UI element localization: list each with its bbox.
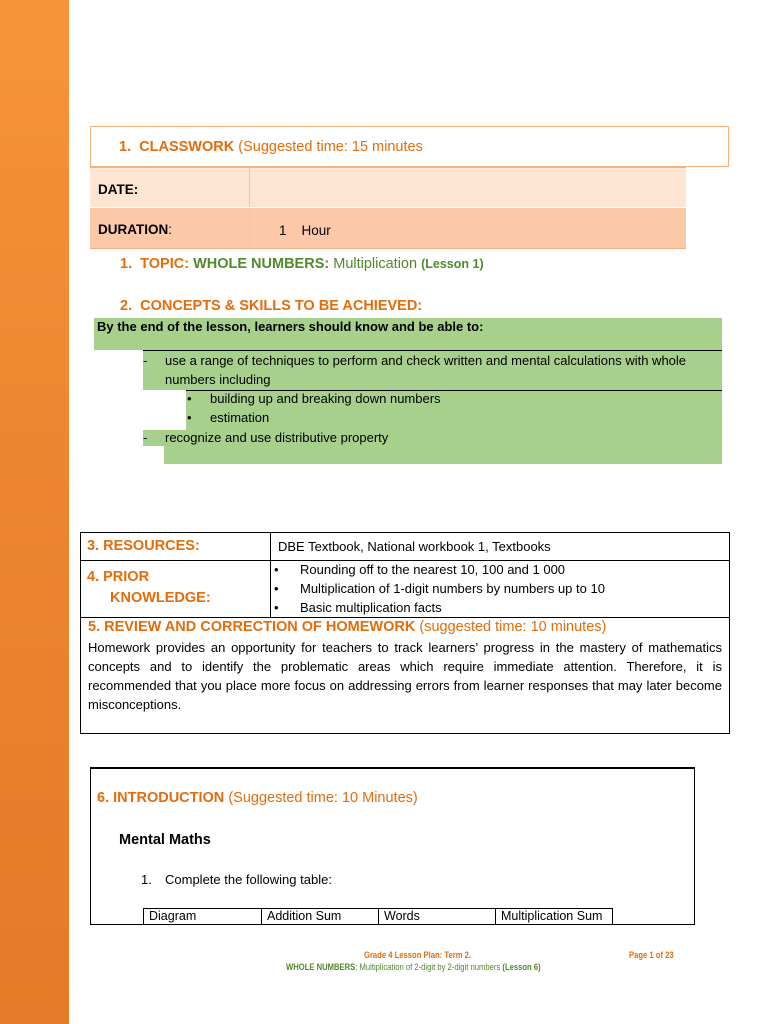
classwork-num: 1. — [119, 139, 132, 155]
dash-marker: - — [143, 430, 148, 445]
footer-lesson — [286, 962, 541, 972]
dash-marker: - — [143, 353, 148, 368]
concepts-num: 2. — [120, 298, 133, 314]
review-heading — [88, 619, 606, 635]
topic-heading — [120, 256, 484, 272]
table-header-cell: Multiplication Sum — [496, 909, 613, 925]
bullet-text: estimation — [210, 410, 270, 425]
objective-item — [143, 351, 723, 391]
objectives-intro: By the end of the lesson, learners should know and be able to: — [97, 319, 484, 334]
footer-subject: WHOLE NUMBERS — [286, 962, 356, 972]
resources-value: DBE Textbook, National workbook 1, Textbooks — [278, 539, 551, 554]
footer-sub: : Multiplication of 2-digit by 2-digit numbers — [355, 962, 501, 972]
objective-text: recognize and use distributive property — [165, 430, 389, 445]
date-value — [250, 168, 686, 207]
introduction-time: (Suggested time: 10 Minutes) — [228, 790, 418, 806]
review-time: (suggested time: 10 minutes) — [419, 619, 607, 635]
date-label: DATE: — [98, 182, 139, 197]
topic-num: 1. — [120, 256, 133, 272]
objective-text-line1: use a range of techniques to perform and check written and mental calculations with whole — [165, 353, 687, 368]
bullet-icon: • — [274, 600, 279, 615]
classwork-heading-box — [90, 126, 729, 167]
mental-maths-heading: Mental Maths — [119, 832, 211, 848]
objective-item — [143, 428, 703, 447]
duration-row — [90, 208, 686, 249]
topic-sub: Multiplication — [333, 256, 418, 272]
question-number: 1. — [141, 872, 152, 887]
classwork-title: CLASSWORK — [139, 139, 235, 155]
prior-item-text: Rounding off to the nearest 10, 100 and 1 000 — [300, 562, 566, 577]
duration-colon: : — [168, 222, 173, 237]
objective-text-line2: numbers including — [165, 372, 271, 387]
bullet-icon: • — [187, 391, 192, 406]
topic-lesson: (Lesson 1) — [421, 257, 484, 271]
prior-label: 4. PRIOR — [87, 569, 150, 585]
introduction-box — [90, 767, 695, 925]
prior-item-text: Basic multiplication facts — [300, 600, 442, 615]
footer-title: Grade 4 Lesson Plan: Term 2. — [364, 950, 472, 960]
topic-subject: WHOLE NUMBERS: — [193, 256, 330, 272]
bullet-icon: • — [274, 581, 279, 596]
resources-table — [80, 532, 730, 734]
highlight-block — [164, 446, 722, 464]
introduction-title: 6. INTRODUCTION — [97, 790, 225, 806]
introduction-heading — [97, 790, 418, 806]
footer-lesson-num: (Lesson 6) — [502, 962, 541, 972]
duration-label-text: DURATION — [98, 222, 169, 237]
mental-maths-table — [143, 908, 613, 925]
duration-value: 1 Hour — [279, 223, 331, 238]
prior-item-text: Multiplication of 1-digit numbers by numbers up to 10 — [300, 581, 605, 596]
footer-page-number: Page 1 of 23 — [629, 950, 674, 960]
review-body: Homework provides an opportunity for teachers to track learners’ progress in the mastery of mathematics concepts and to identify the problematic areas which require immediate attention. Therefore, it is recommended that you place more focus on addressing errors from learner responses that may later become misconceptions. — [88, 640, 722, 712]
review-title: 5. REVIEW AND CORRECTION OF HOMEWORK — [88, 619, 416, 635]
question-text: Complete the following table: — [165, 872, 332, 887]
duration-label — [98, 222, 172, 237]
table-header-cell: Words — [379, 909, 496, 925]
concepts-title: CONCEPTS & SKILLS TO BE ACHIEVED: — [140, 298, 423, 314]
bullet-text: building up and breaking down numbers — [210, 391, 441, 406]
side-bar — [0, 0, 69, 1024]
classwork-time: (Suggested time: 15 minutes — [238, 139, 423, 155]
table-header-cell: Diagram — [144, 909, 262, 925]
bullet-icon: • — [274, 562, 279, 577]
bullet-icon: • — [187, 410, 192, 425]
table-header-cell: Addition Sum — [262, 909, 379, 925]
date-row — [90, 167, 686, 208]
prior-label-line2: KNOWLEDGE: — [110, 590, 211, 606]
classwork-heading — [119, 139, 423, 155]
topic-prefix: TOPIC: — [140, 256, 190, 272]
concepts-heading — [120, 298, 422, 314]
resources-label: 3. RESOURCES: — [87, 538, 200, 554]
